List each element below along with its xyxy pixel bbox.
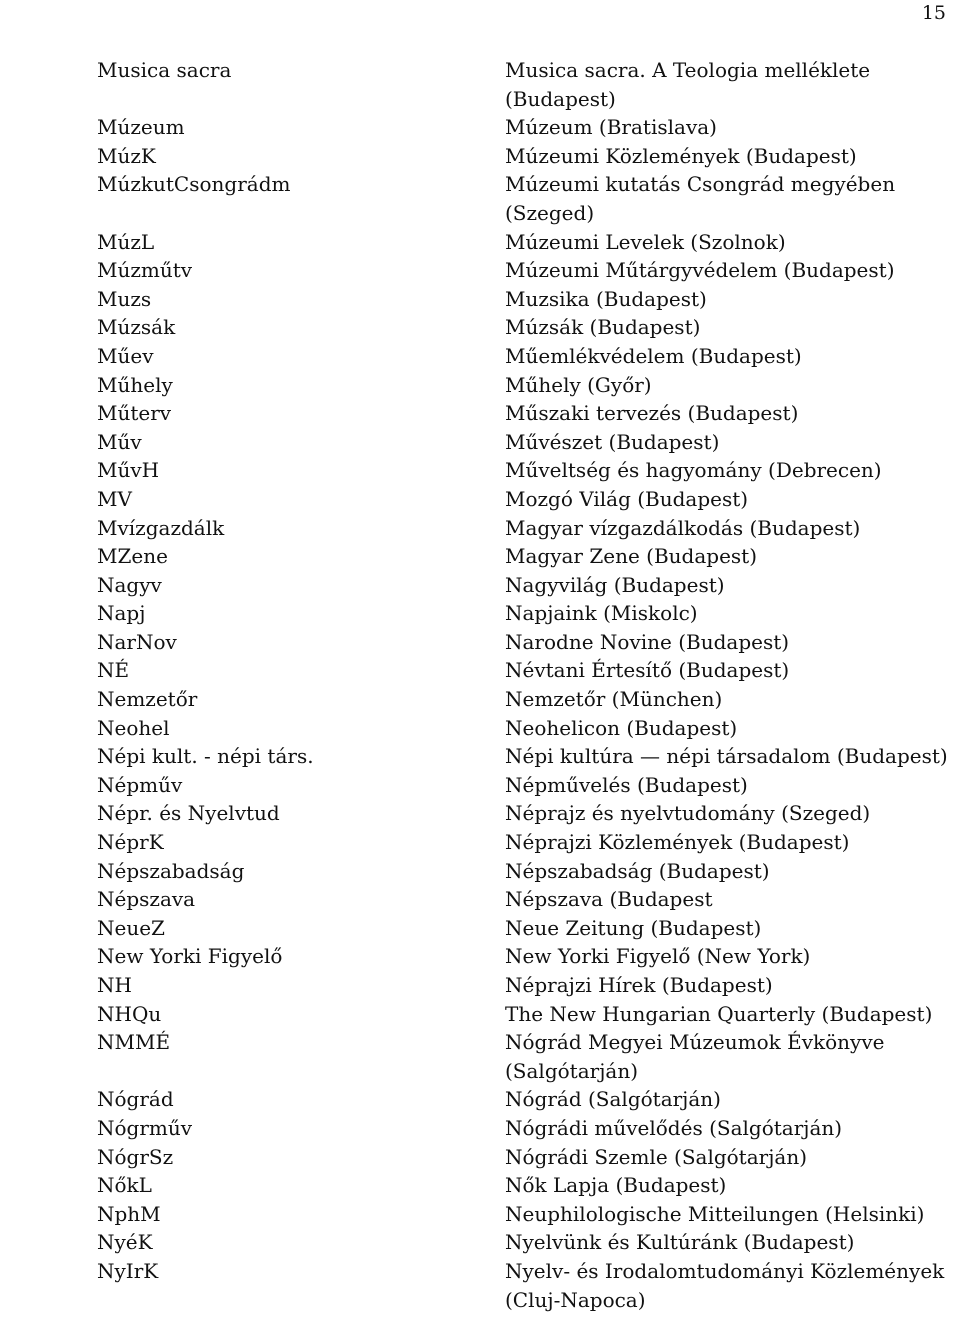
- abbreviation: NÉ: [97, 658, 130, 683]
- abbreviation: Nemzetőr: [97, 687, 198, 712]
- abbreviation-entry: [0, 1228, 960, 1257]
- full-title: Neue Zeitung (Budapest): [505, 915, 762, 940]
- full-title: Népi kultúra — népi társadalom (Budapest): [505, 744, 948, 769]
- abbreviation-entry: [0, 1000, 960, 1029]
- full-title: Művészet (Budapest): [505, 429, 720, 454]
- abbreviation-entry: [0, 714, 960, 743]
- abbreviation-entry: [0, 1143, 960, 1172]
- abbreviation-entry: [0, 113, 960, 142]
- abbreviation-entry: [0, 456, 960, 485]
- abbreviation: Muzs: [97, 286, 152, 311]
- abbreviation: Múzműtv: [97, 258, 193, 283]
- full-title: Nagyvilág (Budapest): [505, 572, 725, 597]
- full-title: Napjaink (Miskolc): [505, 601, 698, 626]
- full-title: Néprajz és nyelvtudomány (Szeged): [505, 801, 871, 826]
- full-title: Népművelés (Budapest): [505, 772, 748, 797]
- full-title: Nyelvünk és Kultúránk (Budapest): [505, 1230, 855, 1255]
- abbreviation: NőkL: [97, 1173, 152, 1198]
- abbreviation-entry: [0, 885, 960, 914]
- abbreviation-entry: [0, 285, 960, 314]
- abbreviation: MűvH: [97, 458, 160, 483]
- abbreviation-entry: [0, 771, 960, 800]
- abbreviation-entry: [0, 628, 960, 657]
- full-title: Műhely (Győr): [505, 372, 652, 397]
- abbreviation: Népr. és Nyelvtud: [97, 801, 280, 826]
- full-title: Műemlékvédelem (Budapest): [505, 343, 802, 368]
- full-title: Néprajzi Közlemények (Budapest): [505, 830, 850, 855]
- abbreviation: Musica sacra: [97, 58, 232, 82]
- full-title: Nyelv- és Irodalomtudományi Közlemények (Cluj-Napoca): [505, 1258, 945, 1312]
- abbreviation-entry: [0, 1171, 960, 1200]
- full-title: Narodne Novine (Budapest): [505, 629, 790, 654]
- full-title: New Yorki Figyelő (New York): [505, 944, 811, 969]
- full-title: Múzsák (Budapest): [505, 315, 701, 340]
- abbreviation-entry: [0, 1085, 960, 1114]
- abbreviation: Műev: [97, 343, 154, 368]
- abbreviation-entry: [0, 514, 960, 543]
- page-number: 15: [921, 2, 946, 24]
- full-title: Névtani Értesítő (Budapest): [505, 658, 790, 683]
- abbreviation: MúzkutCsongrádm: [97, 172, 291, 197]
- abbreviation-entry: [0, 742, 960, 771]
- full-title: Neohelicon (Budapest): [505, 715, 738, 740]
- abbreviation: NeueZ: [97, 915, 165, 940]
- full-title: Népszabadság (Budapest): [505, 858, 770, 883]
- full-title: Nők Lapja (Budapest): [505, 1173, 727, 1198]
- full-title: Nógrádi Szemle (Salgótarján): [505, 1144, 808, 1169]
- abbreviation-entry: [0, 1257, 960, 1314]
- abbreviation-entry: [0, 799, 960, 828]
- abbreviation: NyéK: [97, 1230, 153, 1255]
- abbreviation: MV: [97, 486, 132, 511]
- full-title: Mozgó Világ (Budapest): [505, 486, 749, 511]
- full-title: Múzeum (Bratislava): [505, 115, 717, 140]
- abbreviation: NéprK: [97, 830, 164, 855]
- abbreviation-entry: [0, 1028, 960, 1085]
- abbreviation: NphM: [97, 1201, 161, 1226]
- abbreviation: Népműv: [97, 772, 183, 797]
- abbreviation: Múzsák: [97, 315, 176, 340]
- abbreviation-entry: [0, 828, 960, 857]
- full-title: Nógrád (Salgótarján): [505, 1087, 721, 1112]
- abbreviation-entry: [0, 542, 960, 571]
- full-title: Neuphilologische Mitteilungen (Helsinki): [505, 1201, 925, 1226]
- abbreviation: Műhely: [97, 372, 173, 397]
- abbreviation-entry: [0, 256, 960, 285]
- abbreviation: MúzK: [97, 143, 156, 168]
- abbreviation-entry: [0, 599, 960, 628]
- abbreviation-entry: [0, 1114, 960, 1143]
- abbreviation: Nógrád: [97, 1087, 174, 1112]
- abbreviation: NMMÉ: [97, 1030, 171, 1055]
- abbreviation-entry: [0, 485, 960, 514]
- abbreviation: Népszabadság: [97, 858, 245, 883]
- abbreviation: Népszava: [97, 887, 196, 912]
- abbreviation-entry: [0, 428, 960, 457]
- abbreviation-entry: [0, 313, 960, 342]
- abbreviation: Műv: [97, 429, 142, 454]
- abbreviation-entry: [0, 656, 960, 685]
- full-title: Múzeumi Közlemények (Budapest): [505, 143, 857, 168]
- abbreviation: NarNov: [97, 629, 177, 654]
- abbreviation-entry: [0, 142, 960, 171]
- full-title: Magyar vízgazdálkodás (Budapest): [505, 515, 861, 540]
- full-title: Múzeumi kutatás Csongrád megyében (Szeged): [505, 172, 896, 225]
- abbreviation-entry: [0, 942, 960, 971]
- abbreviation: Mvízgazdálk: [97, 515, 225, 540]
- abbreviation-entry: [0, 685, 960, 714]
- full-title: Muzsika (Budapest): [505, 286, 707, 311]
- abbreviation: Napj: [97, 601, 146, 626]
- abbreviation-entry: [0, 571, 960, 600]
- abbreviation: NógrSz: [97, 1144, 174, 1169]
- abbreviation-entry: [0, 170, 960, 227]
- abbreviation: Nógrműv: [97, 1115, 193, 1140]
- abbreviation: Népi kult. - népi társ.: [97, 744, 314, 769]
- full-title: Népszava (Budapest: [505, 887, 713, 912]
- abbreviation-entry: [0, 399, 960, 428]
- abbreviation-entry: [0, 342, 960, 371]
- abbreviation-entry: [0, 228, 960, 257]
- abbreviation-entry: [0, 914, 960, 943]
- abbreviation: MZene: [97, 544, 168, 569]
- abbreviation: New Yorki Figyelő: [97, 944, 283, 969]
- abbreviation: Műterv: [97, 401, 172, 426]
- abbreviation: NHQu: [97, 1001, 162, 1026]
- abbreviation: Neohel: [97, 715, 170, 740]
- full-title: Musica sacra. A Teologia melléklete (Budapest): [505, 58, 871, 111]
- full-title: Nemzetőr (München): [505, 687, 723, 712]
- full-title: Múzeumi Műtárgyvédelem (Budapest): [505, 258, 895, 283]
- abbreviation: MúzL: [97, 229, 155, 254]
- full-title: Nógrádi művelődés (Salgótarján): [505, 1115, 843, 1140]
- abbreviation: Nagyv: [97, 572, 162, 597]
- full-title: Műszaki tervezés (Budapest): [505, 401, 799, 426]
- abbreviation-entry: [0, 1200, 960, 1229]
- abbreviation-entry: [0, 371, 960, 400]
- abbreviation: NH: [97, 973, 132, 997]
- abbreviation-entry: [0, 857, 960, 886]
- abbreviation: Múzeum: [97, 115, 185, 140]
- full-title: Múzeumi Levelek (Szolnok): [505, 229, 786, 254]
- abbreviation-list: [0, 56, 960, 1314]
- abbreviation: NyIrK: [97, 1258, 159, 1283]
- abbreviation-entry: [0, 971, 960, 1000]
- full-title: Néprajzi Hírek (Budapest): [505, 973, 773, 997]
- full-title: Műveltség és hagyomány (Debrecen): [505, 458, 882, 483]
- full-title: The New Hungarian Quarterly (Budapest): [505, 1001, 933, 1026]
- full-title: Magyar Zene (Budapest): [505, 544, 758, 569]
- full-title: Nógrád Megyei Múzeumok Évkönyve (Salgótarján): [505, 1030, 885, 1083]
- abbreviation-entry: [0, 56, 960, 113]
